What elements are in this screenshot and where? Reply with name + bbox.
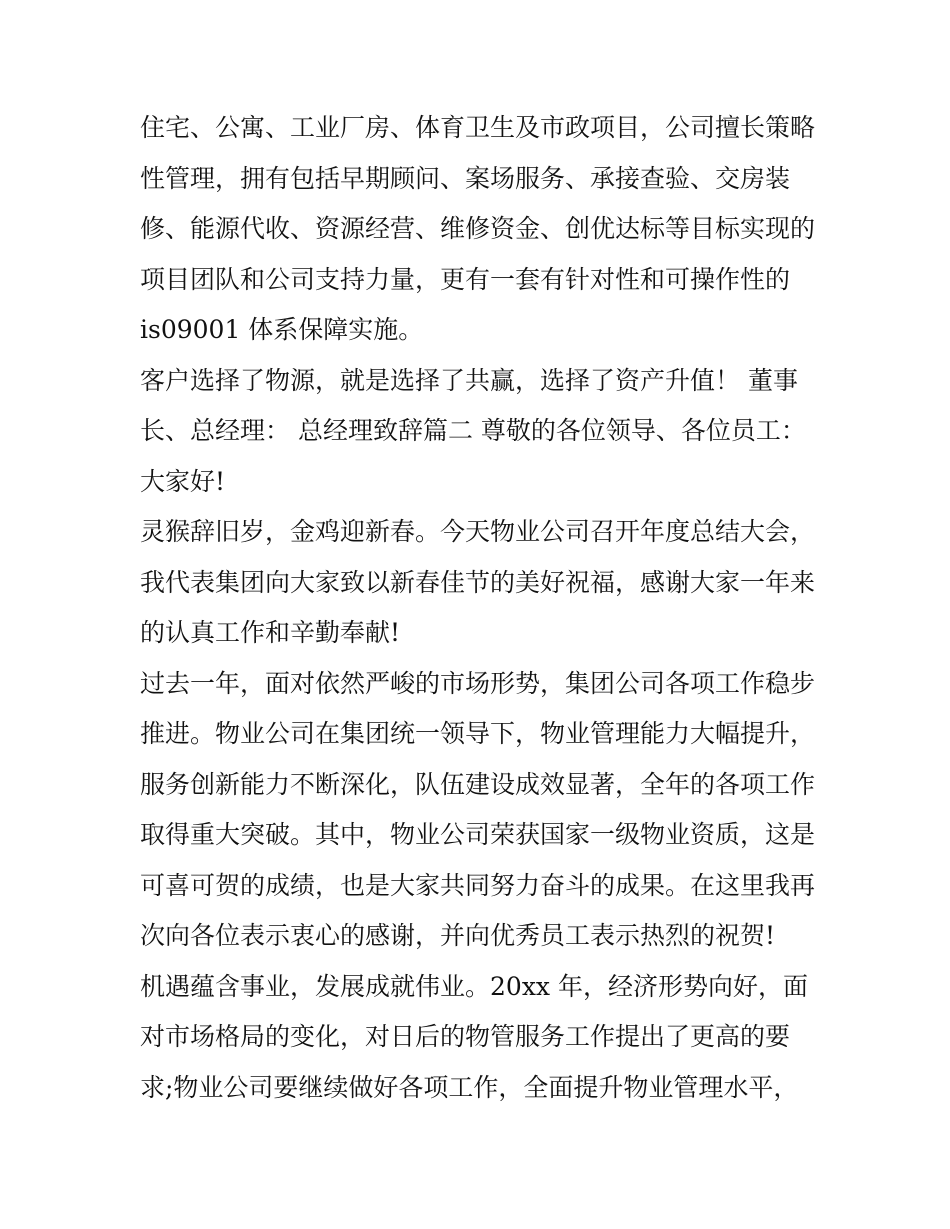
text-line: 客户选择了物源，就是选择了共赢，选择了资产升值！ 董事 (140, 365, 798, 395)
text-line: is09001 体系保障实施。 (140, 315, 424, 344)
text-line: 项目团队和公司支持力量，更有一套有针对性和可操作性的 (140, 264, 791, 294)
text-line: 性管理，拥有包括早期顾问、案场服务、承接查验、交房装 (140, 163, 791, 193)
paragraph-4 (140, 659, 820, 962)
document-body (140, 103, 820, 1113)
text-line: 推进。物业公司在集团统一领导下，物业管理能力大幅提升， (140, 719, 816, 748)
text-line: 大家好! (140, 466, 226, 496)
paragraph-3 (140, 507, 820, 659)
text-line: 次向各位表示衷心的感谢，并向优秀员工表示热烈的祝贺! (140, 921, 776, 950)
paragraph-1 (140, 103, 820, 356)
text-line: 长、总经理： 总经理致辞篇二 尊敬的各位领导、各位员工： (140, 416, 806, 445)
paragraph-2 (140, 356, 820, 508)
text-line: 我代表集团向大家致以新春佳节的美好祝福，感谢大家一年来 (140, 567, 816, 597)
text-line: 可喜可贺的成绩，也是大家共同努力奋斗的成果。在这里我再 (140, 870, 816, 900)
text-line: 服务创新能力不断深化，队伍建设成效显著，全年的各项工作 (140, 769, 816, 799)
text-line: 修、能源代收、资源经营、维修资金、创优达标等目标实现的 (140, 214, 816, 243)
text-line: 机遇蕴含事业，发展成就伟业。20xx 年，经济形势向好，面 (140, 971, 808, 1001)
text-line: 的认真工作和辛勤奉献! (140, 618, 401, 647)
text-line: 求;物业公司要继续做好各项工作，全面提升物业管理水平， (140, 1072, 799, 1102)
text-line: 对市场格局的变化，对日后的物管服务工作提出了更高的要 (140, 1022, 791, 1051)
text-line: 住宅、公寓、工业厂房、体育卫生及市政项目，公司擅长策略 (140, 113, 816, 142)
text-line: 取得重大突破。其中，物业公司荣获国家一级物业资质，这是 (140, 820, 816, 849)
text-line: 灵猴辞旧岁，金鸡迎新春。今天物业公司召开年度总结大会， (140, 517, 816, 546)
text-line: 过去一年，面对依然严峻的市场形势，集团公司各项工作稳步 (140, 668, 816, 698)
paragraph-5 (140, 962, 820, 1114)
